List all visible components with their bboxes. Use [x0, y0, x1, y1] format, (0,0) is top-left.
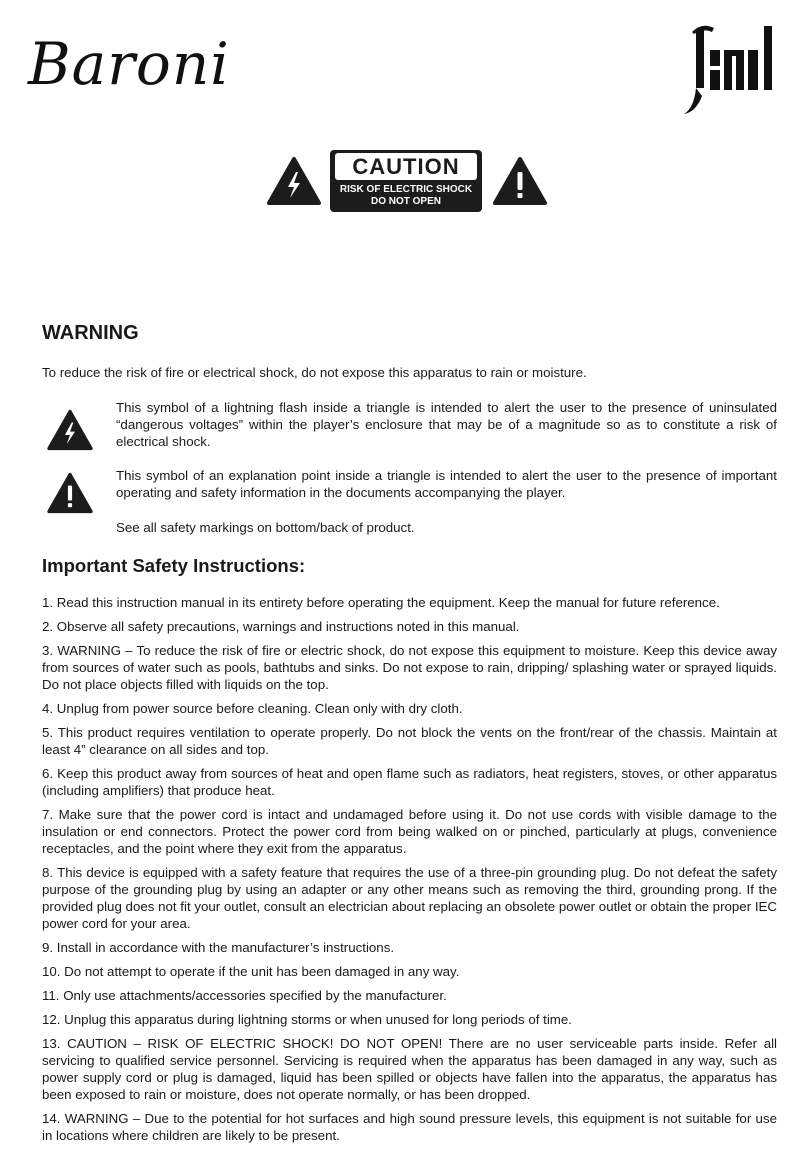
instructions-list [42, 594, 777, 1151]
list-item [42, 1011, 777, 1028]
item-text: 4. Unplug from power source before cleaning. Clean only with dry cloth. [42, 701, 463, 716]
lightning-triangle-icon [266, 156, 322, 206]
exclamation-symbol-row [42, 467, 777, 501]
item-text: 13. CAUTION – RISK OF ELECTRIC SHOCK! DO NOT OPEN! There are no user serviceable parts inside. Refer all servicing to qualified service personnel. Servicing is required when the apparatus has been damaged in any way, such as power supply cord or plug is damaged, liquid has been spilled or objects have fallen into the apparatus, the apparatus has been exposed to rain or moisture, does not operate normally, or has been dropped. [42, 1036, 777, 1102]
item-text: 1. Read this instruction manual in its entirety before operating the equipment. Keep the manual for future reference. [42, 595, 720, 610]
exclamation-symbol-text: This symbol of an explanation point inside a triangle is intended to alert the user to the presence of important operating and safety information in the documents accompanying the player. [116, 468, 777, 500]
jeval-logo [682, 20, 782, 116]
lightning-symbol-text: This symbol of a lightning flash inside a triangle is intended to alert the user to the presence of uninsulated “dangerous voltages” within the player’s enclosure that may be of a magnitude so as to constitute a risk of electrical shock. [116, 400, 777, 449]
list-item [42, 1035, 777, 1103]
caution-label [266, 150, 548, 212]
see-all-markings: See all safety markings on bottom/back of product. [116, 520, 415, 535]
item-text: 12. Unplug this apparatus during lightning storms or when unused for long periods of time. [42, 1012, 572, 1027]
caution-line-2: DO NOT OPEN [370, 196, 441, 207]
list-item [42, 765, 777, 799]
item-text: 8. This device is equipped with a safety feature that requires the use of a three-pin grounding plug. Do not defeat the safety purpose of the grounding plug by using an adapter or any other means such as removing the third, grounding prong. If the provided plug does not fit your outlet, consult an electrician about replacing an obsolete power outlet or obtain the proper IEC power cord for your area. [42, 865, 777, 931]
item-text: 7. Make sure that the power cord is intact and undamaged before using it. Do not use cords with visible damage to the insulation or end connectors. Protect the power cord from being walked on or pinched, particularly at plugs, convenience receptacles, and the point where they exit from the apparatus. [42, 807, 777, 856]
item-text: 2. Observe all safety precautions, warnings and instructions noted in this manual. [42, 619, 520, 634]
list-item [42, 1110, 777, 1144]
caution-title: CAUTION [335, 153, 477, 180]
item-text: 11. Only use attachments/accessories specified by the manufacturer. [42, 988, 447, 1003]
item-text: 3. WARNING – To reduce the risk of fire or electric shock, do not expose this equipment to moisture. Keep this device away from sources of water such as pools, bathtubs and sinks. Do not expose to rain, dripping/ splashing water or sprayed liquids. Do not place objects filled with liquids on the top. [42, 643, 777, 692]
exclamation-triangle-icon [46, 472, 94, 514]
list-item [42, 618, 777, 635]
exclamation-triangle-icon [492, 156, 548, 206]
list-item [42, 864, 777, 932]
list-item [42, 642, 777, 693]
item-text: 9. Install in accordance with the manufacturer’s instructions. [42, 940, 395, 955]
list-item [42, 806, 777, 857]
caution-line-1: RISK OF ELECTRIC SHOCK [339, 184, 473, 195]
list-item [42, 939, 777, 956]
lightning-symbol-row [42, 399, 777, 450]
item-text: 6. Keep this product away from sources of heat and open flame such as radiators, heat registers, stoves, or other apparatus (including amplifiers) that produce heat. [42, 766, 777, 798]
item-text: 14. WARNING – Due to the potential for hot surfaces and high sound pressure levels, this equipment is not suitable for use in locations where children are likely to be present. [42, 1111, 777, 1143]
baroni-logo: Baroni [28, 30, 230, 98]
instructions-heading: Important Safety Instructions: [42, 555, 306, 576]
warning-heading: WARNING [42, 322, 139, 344]
item-text: 5. This product requires ventilation to operate properly. Do not block the vents on the front/rear of the chassis. Maintain at least 4” clearance on all sides and top. [42, 725, 777, 757]
list-item [42, 594, 777, 611]
caution-box [330, 150, 482, 212]
list-item [42, 987, 777, 1004]
list-item [42, 963, 777, 980]
lightning-triangle-icon [46, 409, 94, 451]
list-item [42, 700, 777, 717]
item-text: 10. Do not attempt to operate if the unit has been damaged in any way. [42, 964, 460, 979]
list-item [42, 724, 777, 758]
warning-intro: To reduce the risk of fire or electrical shock, do not expose this apparatus to rain or moisture. [42, 365, 587, 380]
